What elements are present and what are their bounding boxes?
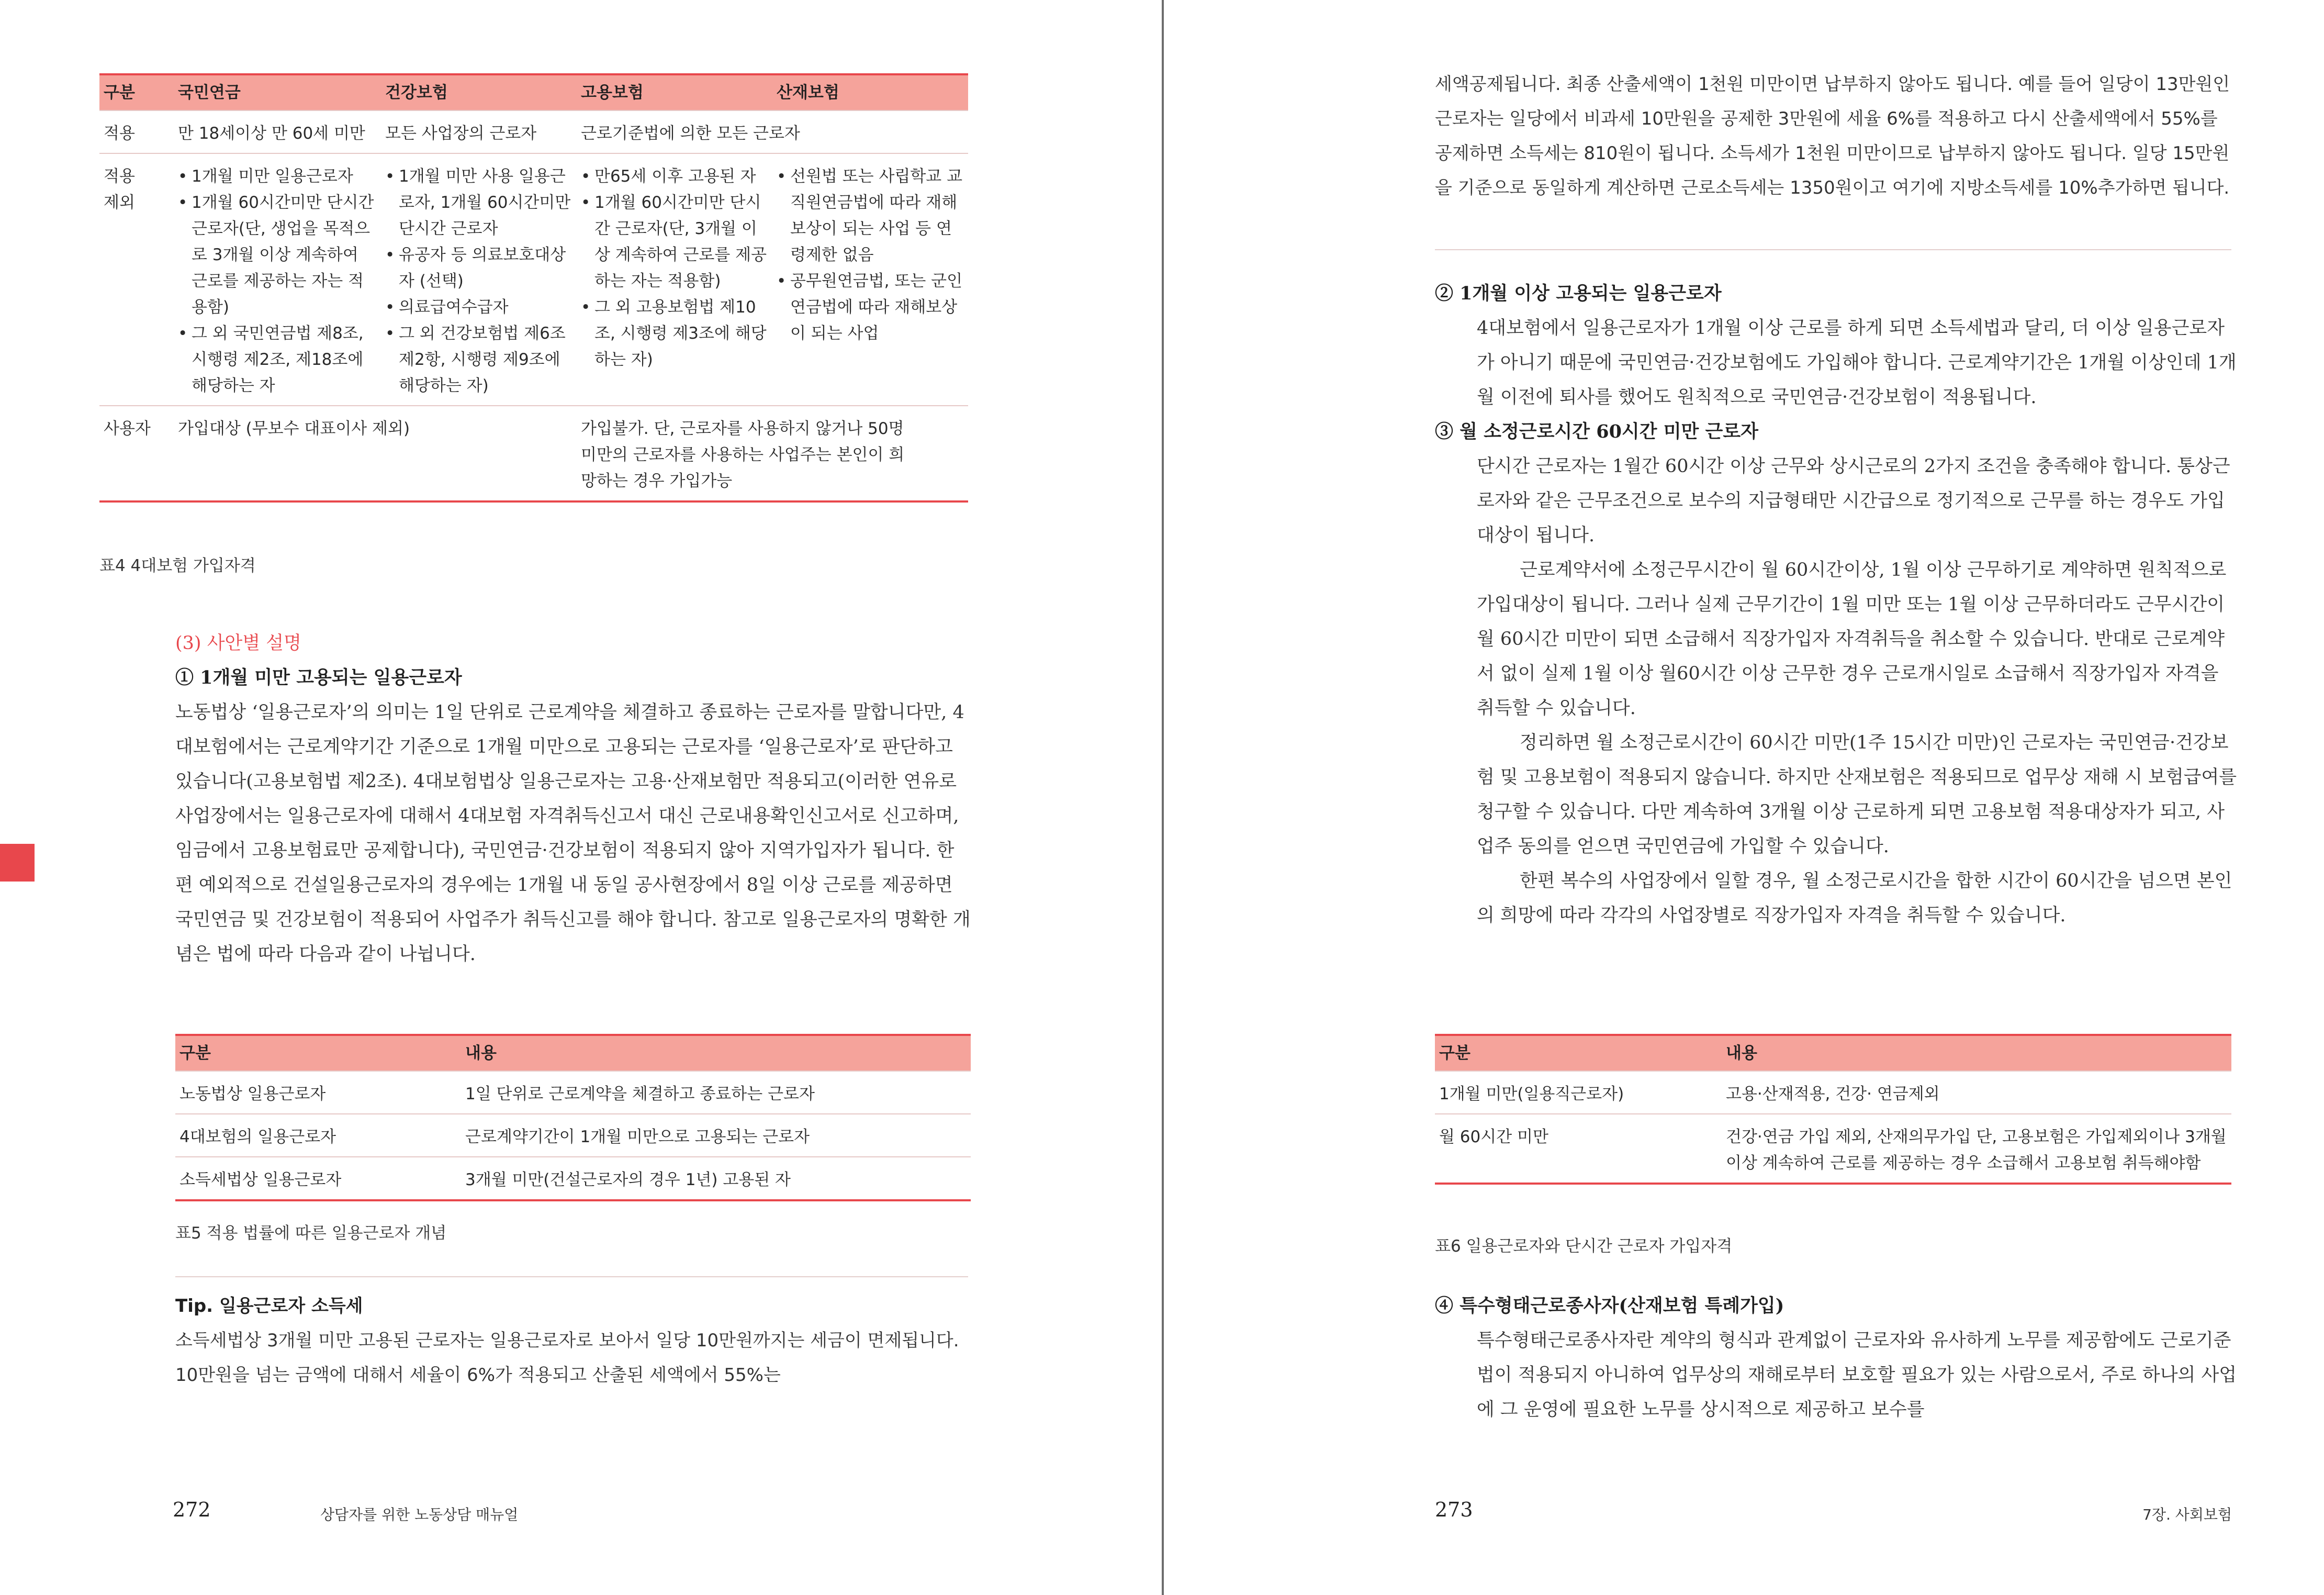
row-label: 적용 [99,110,174,153]
paragraph: 근로계약서에 소정근무시간이 월 60시간이상, 1월 이상 근무하기로 계약하면 원칙적으로 가입대상이 됩니다. 그러나 실제 근무기간이 1월 미만 또는 1월 이상 근무하더라도 근무시간이 월 60시간 미만이 되면 소급해서 직장가입자 자격취득을 취소할 수 있습니다. 반대로 근로계약서 없이 실제 1월 이상 월60시간 이상 근무한 경우 근로개시일로 소급해서 직장가입자 자격을 취득할 수 있습니다. [1477,560,2227,719]
tip-divider [175,1276,968,1277]
table4-header: 국민연금 [174,74,381,110]
list-item: • 공무원연금법, 또는 군인연금법에 따라 재해보상이 되는 사업 [777,268,964,347]
table-cell: 가입대상 (무보수 대표이사 제외) [174,406,577,501]
paragraph: 특수형태근로종사자란 계약의 형식과 관계없이 근로자와 유사하게 노무를 제공함에도 근로기준법이 적용되지 아니하여 업무상의 재해로부터 보호할 필요가 있는 사람으로서, 주로 하나의 사업에 그 운영에 필요한 노무를 상시적으로 제공하고 보수를 [1477,1330,2237,1420]
tip-box [175,1289,971,1392]
table-cell: 근로계약기간이 1개월 미만으로 고용되는 근로자 [461,1114,971,1157]
subsection2 [1435,276,2241,933]
table-cell: 소득세법상 일용근로자 [175,1157,461,1200]
tip-text: 소득세법상 3개월 미만 고용된 근로자는 일용근로자로 보아서 일당 10만원까지는 세금이 면제됩니다. 10만원을 넘는 금액에 대해서 세율이 6%가 적용되고 산출된 세액에서 55%는 [175,1330,959,1386]
subsection-title: ④ 특수형태근로종사자(산재보험 특례가입) [1435,1295,1784,1317]
table5-header: 내용 [461,1035,971,1071]
list-item: • 선원법 또는 사립학교 교직원연금법에 따라 재해보상이 되는 사업 등 연령제한 없음 [777,163,964,268]
list-item: • 유공자 등 의료보호대상자 (선택) [385,242,572,294]
paragraph: 단시간 근로자는 1월간 60시간 이상 근무와 상시근로의 2가지 조건을 충족해야 합니다. 통상근로자와 같은 근무조건으로 보수의 지급형태만 시간급으로 정기적으로 근무를 하는 경우도 가입대상이 됩니다. [1477,456,2230,546]
book-spine [1162,0,1164,1595]
table6-header: 내용 [1722,1035,2231,1071]
table-cell: 1개월 미만(일용직근로자) [1435,1071,1722,1114]
list-item: • 그 외 고용보험법 제10조, 시행령 제3조에 해당하는 자) [581,294,768,373]
list-item: • 1개월 미만 일용근로자 [178,163,377,189]
subsection4 [1435,1289,2241,1427]
table-cell: 만 18세이상 만 60세 미만 [174,110,381,153]
table-cell: 1일 단위로 근로계약을 체결하고 종료하는 근로자 [461,1071,971,1114]
row-label: 사용자 [99,406,174,501]
table-row [99,110,968,153]
table-row [1435,1071,2231,1114]
table-cell [772,153,968,406]
table-row [99,406,968,501]
table4-insurance-eligibility [99,73,968,503]
subsection-title: ② 1개월 이상 고용되는 일용근로자 [1435,283,1722,304]
list-item: • 그 외 건강보험법 제6조 제2항, 시행령 제9조에 해당하는 자) [385,320,572,399]
table4-caption: 표4 4대보험 가입자격 [99,556,256,575]
table-cell: 노동법상 일용근로자 [175,1071,461,1114]
table6-header: 구분 [1435,1035,1722,1071]
list-item: • 의료급여수급자 [385,294,572,320]
table-row [175,1114,971,1157]
tip-continued: 세액공제됩니다. 최종 산출세액이 1천원 미만이면 납부하지 않아도 됩니다. 예를 들어 일당이 13만원인 근로자는 일당에서 비과세 10만원을 공제한 3만원에 세율 6%를 적용하고 다시 산출세액에서 55%를 공제하면 소득세는 810원이 됩니다. 소득세가 1천원 미만이므로 납부하지 않아도 됩니다. 일당 15만원을 기준으로 동일하게 계산하면 근로소득세는 1350원이고 여기에 지방소득세를 10%추가하면 됩니다. [1435,74,2230,198]
table-row [175,1157,971,1200]
table-cell: 가입불가. 단, 근로자를 사용하지 않거나 50명 미만의 근로자를 사용하는 사업주는 본인이 희망하는 경우 가입가능 [577,406,968,501]
row-label: 적용 제외 [99,153,174,406]
table-row [175,1071,971,1114]
page-number: 272 [173,1498,211,1521]
paragraph: 4대보험에서 일용근로자가 1개월 이상 근로를 하게 되면 소득세법과 달리, 더 이상 일용근로자가 아니기 때문에 국민연금·건강보험에도 가입해야 합니다. 근로계약기간은 1개월 이상인데 1개월 이전에 퇴사를 했어도 원칙적으로 국민연금·건강보험이 적용됩니다. [1477,318,2237,408]
table5-caption: 표5 적용 법률에 따른 일용근로자 개념 [175,1224,447,1243]
table-cell [381,153,577,406]
table-row [1435,1114,2231,1184]
paragraph: 한편 복수의 사업장에서 일할 경우, 월 소정근로시간을 합한 시간이 60시간을 넘으면 본인의 희망에 따라 각각의 사업장별로 직장가입자 자격을 취득할 수 있습니다. [1477,871,2232,926]
paragraph: 노동법상 ‘일용근로자’의 의미는 1일 단위로 근로계약을 체결하고 종료하는 근로자를 말합니다만, 4대보험에서는 근로계약기간 기준으로 1개월 미만으로 고용되는 근로자를 ‘일용근로자’로 판단하고 있습니다(고용보험법 제2조). 4대보험법상 일용근로자는 고용·산재보험만 적용되고(이러한 연유로 사업장에서는 일용근로자에 대해서 4대보험 자격취득신고서 대신 근로내용확인신고서로 신고하며, 임금에서 고용보험료만 공제합니다), 국민연금·건강보험이 적용되지 않아 지역가입자가 됩니다. 한편 예외적으로 건설일용근로자의 경우에는 1개월 내 동일 공사현장에서 8일 이상 근로를 제공하면 국민연금 및 건강보험이 적용되어 사업주가 취득신고를 해야 합니다. 참고로 일용근로자의 명확한 개념은 법에 따라 다음과 같이 나뉩니다. [175,702,971,965]
running-title: 7장. 사회보험 [2142,1506,2232,1523]
table-cell: 월 60시간 미만 [1435,1114,1722,1184]
running-title: 상담자를 위한 노동상담 매뉴얼 [320,1506,519,1523]
tip-title: Tip. 일용근로자 소득세 [175,1296,363,1317]
table-cell [577,153,772,406]
right-page [1168,0,2324,1595]
subsection-title: ① 1개월 미만 고용되는 일용근로자 [175,667,462,688]
table4-header: 산재보험 [772,74,968,110]
table6-caption: 표6 일용근로자와 단시간 근로자 가입자격 [1435,1237,1733,1256]
table4-header: 구분 [99,74,174,110]
table4-header: 건강보험 [381,74,577,110]
subsection-title: ③ 월 소정근로시간 60시간 미만 근로자 [1435,421,1758,442]
table-cell: 건강·연금 가입 제외, 산재의무가입 단, 고용보험은 가입제외이나 3개월 이상 계속하여 근로를 제공하는 경우 소급해서 고용보험 취득해야함 [1722,1114,2231,1184]
list-item: • 1개월 60시간미만 단시간 근로자(단, 3개월 이상 계속하여 근로를 제공하는 자는 적용함) [581,189,768,294]
table5-header: 구분 [175,1035,461,1071]
page-number: 273 [1435,1498,1473,1521]
table4-header: 고용보험 [577,74,772,110]
table-cell: 4대보험의 일용근로자 [175,1114,461,1157]
table-cell: 3개월 미만(건설근로자의 경우 1년) 고용된 자 [461,1157,971,1200]
section-title: (3) 사안별 설명 [175,633,301,654]
table-cell: 모든 사업장의 근로자 [381,110,577,153]
table-cell: 근로기준법에 의한 모든 근로자 [577,110,968,153]
list-item: • 그 외 국민연금법 제8조, 시행령 제2조, 제18조에 해당하는 자 [178,320,377,399]
paragraph: 정리하면 월 소정근로시간이 60시간 미만(1주 15시간 미만)인 근로자는 국민연금·건강보험 및 고용보험이 적용되지 않습니다. 하지만 산재보험은 적용되므로 업무상 재해 시 보험급여를 청구할 수 있습니다. 다만 계속하여 3개월 이상 근로하게 되면 고용보험 적용대상자가 되고, 사업주 동의를 얻으면 국민연금에 가입할 수 있습니다. [1477,732,2237,857]
list-item: • 만65세 이후 고용된 자 [581,163,768,189]
table-cell: 고용·산재적용, 건강· 연금제외 [1722,1071,2231,1114]
section3 [175,626,971,972]
left-page [0,0,1161,1595]
table-row [99,153,968,406]
list-item: • 1개월 미만 사용 일용근로자, 1개월 60시간미만 단시간 근로자 [385,163,572,242]
table5-daily-worker-concepts [175,1034,971,1201]
tip-end-divider [1435,249,2231,250]
list-item: • 1개월 60시간미만 단시간 근로자(단, 생업을 목적으로 3개월 이상 계속하여 근로를 제공하는 자는 적용함) [178,189,377,320]
table-cell [174,153,381,406]
table6-daily-and-part-time-eligibility [1435,1034,2231,1185]
